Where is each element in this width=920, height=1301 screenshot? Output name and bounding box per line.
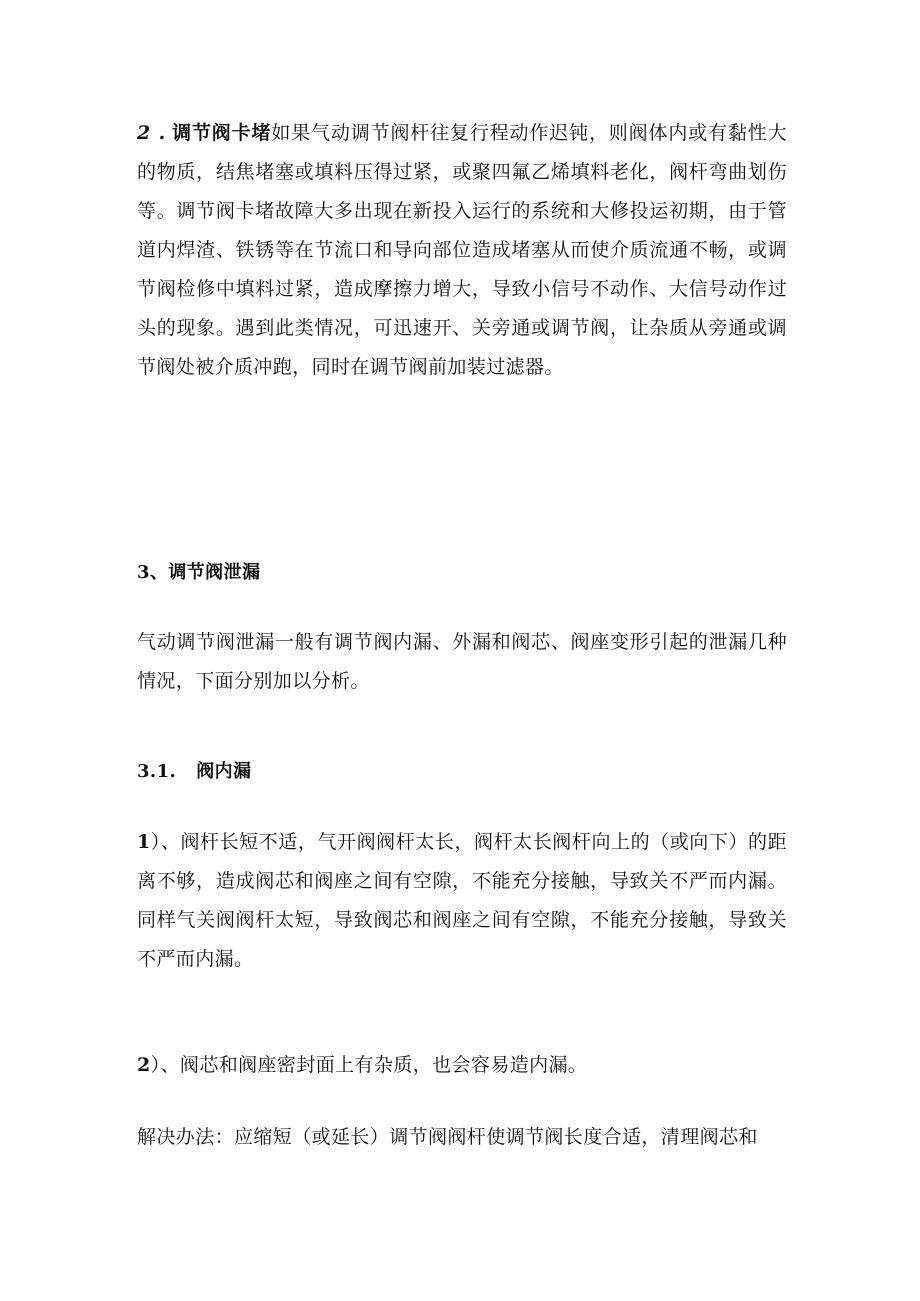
section-3-separator: 、 [149,562,169,583]
solution-paragraph: 解决办法：应缩短（或延长）调节阀阀杆使调节阀长度合适，清理阀芯和 [137,1126,758,1148]
section-3-number: 3 [137,562,150,583]
section-3-intro: 气动调节阀泄漏一般有调节阀内漏、外漏和阀芯、阀座变形引起的泄漏几种情况，下面分别加以分析。 [137,631,787,692]
section-2-title: 调节阀卡堵 [171,122,272,144]
section-3-1-number: 3.1. [137,761,177,782]
item-2-number: 2 [137,1054,151,1076]
item-2-text: ）、阀芯和阀座密封面上有杂质，也会容易造内漏。 [150,1054,588,1076]
item-1-paragraph [137,823,787,979]
section-3-title: 调节阀泄漏 [168,562,261,583]
item-1-number: 1 [137,831,151,853]
section-3-1-title: 阀内漏 [196,761,252,782]
item-2-paragraph [137,1046,787,1085]
section-2-body: 如果气动调节阀杆往复行程动作迟钝，则阀体内或有黏性大的物质，结焦堵塞或填料压得过紧，或聚四氟乙烯填料老化，阀杆弯曲划伤等。调节阀卡堵故障大多出现在新投入运行的系统和大修投运初期，由于管道内焊渣、铁锈等在节流口和导向部位造成堵塞从而使介质流通不畅，或调节阀检修中填料过紧，造成摩擦力增大，导致小信号不动作、大信号动作过头的现象。遇到此类情况，可迅速开、关旁通或调节阀，让杂质从旁通或调节阀处被介质冲跑，同时在调节阀前加装过滤器。 [137,122,787,378]
section-3-1-heading [137,752,787,791]
section-2-paragraph [137,114,787,387]
section-2-number: 2 [137,122,151,144]
section-2-separator: . [158,122,166,144]
item-1-text: ）、阀杆长短不适，气开阀阀杆太长，阀杆太长阀杆向上的（或向下）的距离不够，造成阀芯和阀座之间有空隙，不能充分接触，导致关不严而内漏。同样气关阀阀杆太短，导致阀芯和阀座之间有空隙，不能充分接触，导致关不严而内漏。 [137,831,787,970]
section-3-heading [137,553,787,592]
